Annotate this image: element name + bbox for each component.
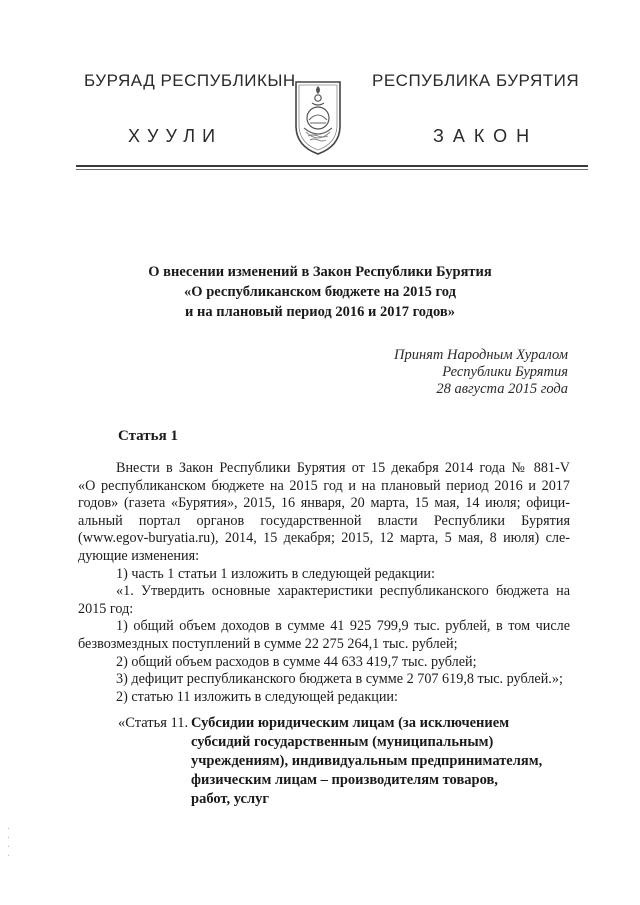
article-1-body <box>78 460 570 706</box>
article-1-heading: Статья 1 <box>118 428 178 444</box>
header-rule-thick <box>76 165 588 167</box>
adoption-line: Республики Бурятия <box>442 364 568 380</box>
body-line: 2) статью 11 изложить в следующей редакции: <box>116 688 398 705</box>
law-title-line: «О республиканском бюджете на 2015 год <box>184 284 456 300</box>
body-line: 1) часть 1 статьи 1 изложить в следующей редакции: <box>116 565 435 582</box>
header-zakon: ЗАКОН <box>433 126 539 146</box>
body-line: альный портал органов государственной власти Республики Бурятия <box>78 512 570 529</box>
article-11-label: «Статья 11. <box>118 715 189 731</box>
header-republic-buryatia: РЕСПУБЛИКА БУРЯТИЯ <box>372 71 580 90</box>
law-title-line: О внесении изменений в Закон Республики Бурятия <box>148 264 492 280</box>
body-line: 2) общий объем расходов в сумме 44 633 419,7 тыс. рублей; <box>116 653 477 670</box>
body-line: Внести в Закон Республики Бурятия от 15 декабря 2014 года № 881-V <box>116 460 570 476</box>
body-line: (www.egov-buryatia.ru), 2014, 15 декабря; 2015, 12 марта, 5 мая, 8 июля) сле- <box>78 530 570 547</box>
body-line: годов» (газета «Бурятия», 2015, 16 января, 20 марта, 15 мая, 14 июля; офици- <box>78 495 570 512</box>
header-khuuli: ХУУЛИ <box>128 126 223 146</box>
law-title <box>100 262 540 322</box>
article-11-title-line: физическим лицам – производителям товаров, <box>191 772 498 788</box>
article-11-title <box>191 714 591 809</box>
body-line: «1. Утвердить основные характеристики республиканского бюджета на <box>116 583 570 600</box>
header-buryat-republic: БУРЯАД РЕСПУБЛИКЫН <box>84 71 296 90</box>
body-line: дующие изменения: <box>78 547 200 564</box>
body-line: 2015 год: <box>78 600 134 617</box>
article-11-title-line: работ, услуг <box>191 791 269 807</box>
body-line: 3) дефицит республиканского бюджета в сумме 2 707 619,8 тыс. рублей.»; <box>116 671 563 688</box>
article-11-title-line: субсидий государственным (муниципальным) <box>191 734 494 750</box>
header-rule-thin <box>76 169 588 170</box>
article-11-title-line: учреждениям), индивидуальным предпринимателям, <box>191 753 543 769</box>
scan-margin-marks: · · · · <box>6 824 11 860</box>
article-11-title-line: Субсидии юридическим лицам (за исключением <box>191 715 510 731</box>
body-line: «О республиканском бюджете на 2015 год и на плановый период 2016 и 2017 <box>78 477 570 494</box>
body-line: 1) общий объем доходов в сумме 41 925 799,9 тыс. рублей, в том числе <box>116 618 570 635</box>
adoption-note <box>330 347 568 398</box>
adoption-line: Принят Народным Хуралом <box>393 347 568 363</box>
adoption-date: 28 августа 2015 года <box>436 381 568 397</box>
law-title-line: и на плановый период 2016 и 2017 годов» <box>185 304 455 320</box>
coat-of-arms-icon <box>290 74 346 158</box>
body-line: безвозмездных поступлений в сумме 22 275 264,1 тыс. рублей; <box>78 635 458 652</box>
